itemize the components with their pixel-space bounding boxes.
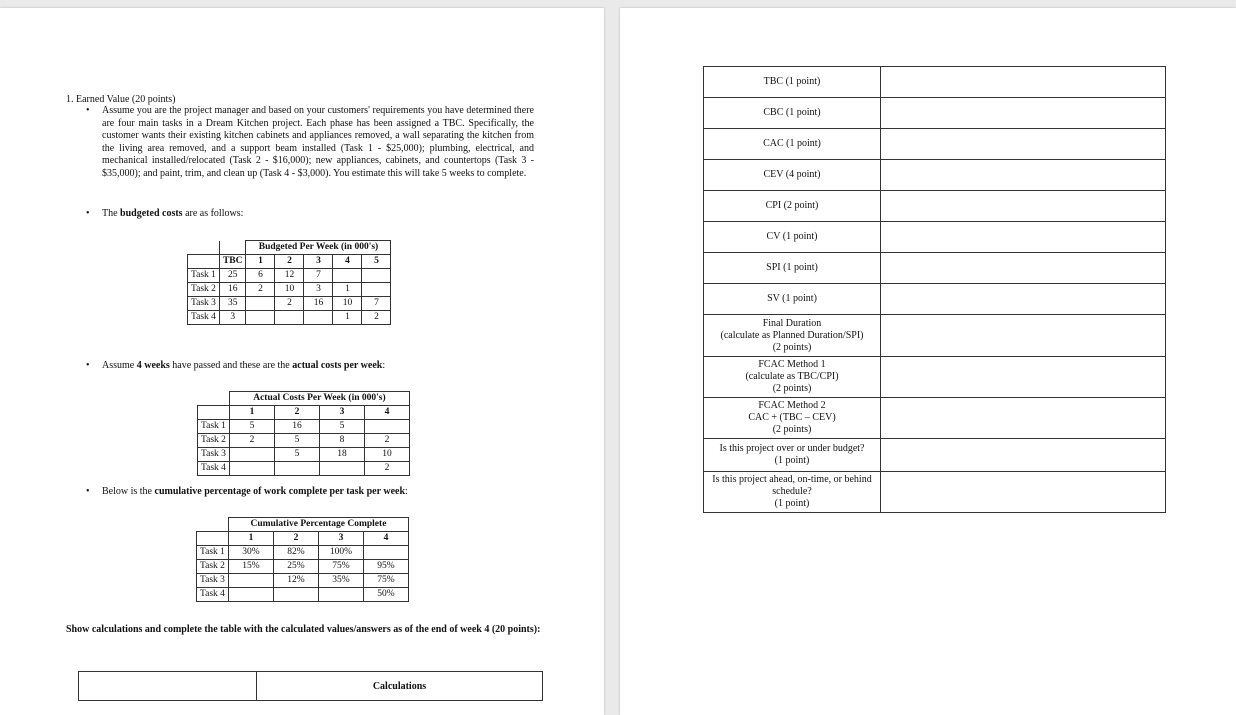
actual-cost-cell: 10 (364, 448, 409, 462)
answer-input-cell[interactable] (881, 222, 1166, 253)
week-header: 2 (274, 406, 319, 420)
table-row (198, 462, 410, 476)
task-label: Task 4 (198, 462, 230, 476)
answer-row (704, 222, 1166, 253)
task-label: Task 3 (197, 574, 229, 588)
table-row (197, 546, 409, 560)
budget-cell (275, 311, 304, 325)
answer-input-cell[interactable] (881, 98, 1166, 129)
week-header: 3 (304, 255, 333, 269)
percent-complete-table (196, 517, 409, 602)
table-row (198, 448, 410, 462)
answer-label: Is this project over or under budget? (1 point) (704, 439, 881, 472)
budget-title: Budgeted Per Week (in 000's) (246, 241, 391, 255)
answer-row (704, 439, 1166, 472)
table-row (188, 311, 391, 325)
budget-cell (246, 311, 275, 325)
percent-cell (228, 588, 273, 602)
week-header: 4 (363, 532, 408, 546)
actual-cost-cell (229, 462, 274, 476)
answer-row (704, 98, 1166, 129)
percent-cell (273, 588, 318, 602)
actual-cost-cell: 5 (274, 448, 319, 462)
budget-cell: 1 (333, 311, 362, 325)
percent-cell (228, 574, 273, 588)
answer-row (704, 472, 1166, 513)
budget-cell: 12 (275, 269, 304, 283)
task-label: Task 3 (198, 448, 230, 462)
answer-input-cell[interactable] (881, 398, 1166, 439)
percent-cell: 30% (228, 546, 273, 560)
task-label: Task 3 (188, 297, 220, 311)
document-page-right (620, 8, 1236, 715)
actual-cost-cell: 8 (319, 434, 364, 448)
answer-row (704, 253, 1166, 284)
budget-cell: 16 (304, 297, 333, 311)
table-row (197, 574, 409, 588)
actual-cost-cell (319, 462, 364, 476)
answer-input-cell[interactable] (881, 315, 1166, 357)
table-row (188, 269, 391, 283)
answer-row (704, 357, 1166, 398)
task-label: Task 4 (188, 311, 220, 325)
budget-intro: • The budgeted costs are as follows: (86, 208, 244, 219)
budget-cell: 10 (275, 283, 304, 297)
intro-paragraph (86, 105, 534, 180)
budget-cell (333, 269, 362, 283)
answer-row (704, 160, 1166, 191)
calculations-header: Calculations (257, 672, 543, 701)
answer-label: CAC (1 point) (704, 129, 881, 160)
task-label: Task 2 (188, 283, 220, 297)
intro-text: Assume you are the project manager and based on your customers' requirements you have determined there are four main tasks in a Dream Kitchen project. Each phase has been assigned a TBC. Specifically, the customer wants their existing kitchen cabinets and appliances removed, a wall separating the kitchen from the living area removed, and a support beam installed (Task 1 - $25,000); plumbing, electrical, and mechanical installed/relocated (Task 2 - $16,000); new appliances, cabinets, and countertops (Task 3 - $35,000); and paint, trim, and clean up (Task 4 - $3,000). You estimate this will take 5 weeks to complete. (102, 105, 534, 179)
calculations-blank-cell[interactable] (79, 672, 257, 701)
task-label: Task 4 (197, 588, 229, 602)
table-title: Actual Costs Per Week (in 000's) (229, 392, 409, 406)
actual-cost-cell: 16 (274, 420, 319, 434)
tbc-value: 16 (219, 283, 246, 297)
percent-cell: 12% (273, 574, 318, 588)
week-header: 3 (318, 532, 363, 546)
budget-cell (362, 269, 391, 283)
answer-label: CPI (2 point) (704, 191, 881, 222)
percent-cell: 25% (273, 560, 318, 574)
percent-cell: 100% (318, 546, 363, 560)
answer-input-cell[interactable] (881, 439, 1166, 472)
percent-cell: 82% (273, 546, 318, 560)
question-heading: 1. Earned Value (20 points) (66, 94, 176, 105)
percent-cell: 35% (318, 574, 363, 588)
budget-cell: 10 (333, 297, 362, 311)
week-header: 5 (362, 255, 391, 269)
table-corner (188, 241, 220, 255)
percent-cell: 50% (363, 588, 408, 602)
table-corner (198, 392, 230, 406)
tbc-value: 3 (219, 311, 246, 325)
week-header: 4 (364, 406, 409, 420)
table-row (197, 560, 409, 574)
answer-input-cell[interactable] (881, 472, 1166, 513)
week-header: 4 (333, 255, 362, 269)
budget-cell: 2 (362, 311, 391, 325)
budget-cell: 2 (246, 283, 275, 297)
table-row (197, 588, 409, 602)
answer-label: TBC (1 point) (704, 67, 881, 98)
answer-label: SV (1 point) (704, 284, 881, 315)
table-row (198, 420, 410, 434)
answer-label: FCAC Method 1 (calculate as TBC/CPI) (2 points) (704, 357, 881, 398)
budget-cell (304, 311, 333, 325)
table-row (198, 434, 410, 448)
budget-cell: 3 (304, 283, 333, 297)
actual-cost-cell: 5 (274, 434, 319, 448)
pct-intro: • Below is the cumulative percentage of work complete per task per week: (86, 486, 408, 497)
tbc-header: TBC (219, 255, 246, 269)
table-corner (197, 518, 229, 532)
week-header: 1 (228, 532, 273, 546)
week-header: 2 (273, 532, 318, 546)
answer-label: Final Duration (calculate as Planned Duration/SPI) (2 points) (704, 315, 881, 357)
week-header: 2 (275, 255, 304, 269)
actual-cost-cell (274, 462, 319, 476)
answer-row (704, 191, 1166, 222)
table-corner (219, 241, 246, 255)
answer-row (704, 67, 1166, 98)
percent-cell: 75% (318, 560, 363, 574)
percent-cell (318, 588, 363, 602)
bullet-dot: • (86, 486, 90, 497)
task-label: Task 2 (198, 434, 230, 448)
actual-intro: • Assume 4 weeks have passed and these are the actual costs per week: (86, 360, 386, 371)
answer-input-cell[interactable] (881, 284, 1166, 315)
show-calculations-instruction: Show calculations and complete the table with the calculated values/answers as of the end of week 4 (20 points): (66, 624, 541, 635)
bullet-dot: • (86, 360, 90, 371)
answer-input-cell[interactable] (881, 253, 1166, 284)
actual-cost-cell (364, 420, 409, 434)
answer-table (703, 66, 1166, 513)
actual-cost-cell (229, 448, 274, 462)
budget-cell: 7 (362, 297, 391, 311)
calculations-table (78, 671, 543, 701)
actual-cost-cell: 5 (319, 420, 364, 434)
budget-cell (246, 297, 275, 311)
percent-cell: 75% (363, 574, 408, 588)
table-corner (198, 406, 230, 420)
answer-label: CEV (4 point) (704, 160, 881, 191)
answer-input-cell[interactable] (881, 129, 1166, 160)
table-corner (188, 255, 220, 269)
week-header: 1 (229, 406, 274, 420)
budget-cell (362, 283, 391, 297)
percent-cell: 15% (228, 560, 273, 574)
task-label: Task 1 (188, 269, 220, 283)
answer-row (704, 315, 1166, 357)
task-label: Task 1 (198, 420, 230, 434)
answer-label: Is this project ahead, on-time, or behind schedule? (1 point) (704, 472, 881, 513)
actual-costs-table (197, 391, 410, 476)
answer-label: SPI (1 point) (704, 253, 881, 284)
answer-row (704, 129, 1166, 160)
budget-cell: 2 (275, 297, 304, 311)
budget-cell: 1 (333, 283, 362, 297)
table-title: Cumulative Percentage Complete (228, 518, 408, 532)
answer-label: CV (1 point) (704, 222, 881, 253)
percent-cell: 95% (363, 560, 408, 574)
tbc-value: 35 (219, 297, 246, 311)
actual-cost-cell: 2 (364, 434, 409, 448)
percent-cell (363, 546, 408, 560)
answer-input-cell[interactable] (881, 160, 1166, 191)
task-label: Task 1 (197, 546, 229, 560)
answer-label: FCAC Method 2 CAC + (TBC – CEV) (2 points) (704, 398, 881, 439)
answer-row (704, 398, 1166, 439)
table-row (188, 297, 391, 311)
bullet-dot: • (86, 208, 90, 219)
week-header: 3 (319, 406, 364, 420)
answer-label: CBC (1 point) (704, 98, 881, 129)
task-label: Task 2 (197, 560, 229, 574)
budget-cell: 7 (304, 269, 333, 283)
actual-cost-cell: 2 (229, 434, 274, 448)
actual-cost-cell: 18 (319, 448, 364, 462)
document-page-left (0, 8, 604, 715)
answer-input-cell[interactable] (881, 191, 1166, 222)
answer-row (704, 284, 1166, 315)
answer-input-cell[interactable] (881, 67, 1166, 98)
budget-cell: 6 (246, 269, 275, 283)
week-header: 1 (246, 255, 275, 269)
table-row (188, 283, 391, 297)
bullet-dot: • (86, 105, 90, 116)
tbc-value: 25 (219, 269, 246, 283)
table-corner (197, 532, 229, 546)
answer-input-cell[interactable] (881, 357, 1166, 398)
actual-cost-cell: 5 (229, 420, 274, 434)
actual-cost-cell: 2 (364, 462, 409, 476)
budget-table (187, 240, 391, 325)
